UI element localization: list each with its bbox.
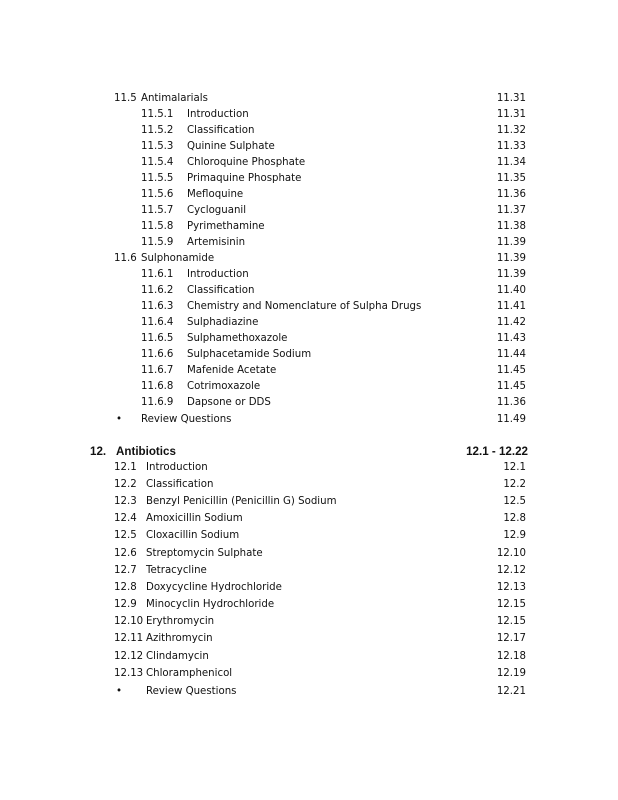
entry-title: Doxycycline Hydrochloride [146,582,282,593]
entry-number: 12.4 [114,513,137,524]
entry-number: 11.6.5 [141,333,174,344]
page-number: 11.34 [496,157,526,168]
toc-entry [0,331,618,347]
entry-title: Quinine Sulphate [187,141,275,152]
toc-section-11-6 [0,251,618,267]
toc-entry [0,597,618,613]
entry-title: Introduction [187,109,249,120]
page-number: 11.39 [496,269,526,280]
page-number: 11.36 [496,189,526,200]
toc-entry [0,347,618,363]
page-number: 11.39 [496,237,526,248]
entry-title: Chloroquine Phosphate [187,157,306,168]
page-number: 11.41 [496,301,526,312]
entry-title: Cotrimoxazole [187,381,261,392]
toc-review-questions [0,684,618,700]
entry-number: 11.5.6 [141,189,174,200]
page-number: 11.49 [496,414,526,425]
toc-entry [0,546,618,562]
toc-entry [0,283,618,299]
page-number: 11.35 [496,173,526,184]
entry-title: Azithromycin [146,633,213,644]
page-number: 11.45 [496,365,526,376]
entry-number: 11.5.7 [141,205,174,216]
entry-title: Primaquine Phosphate [187,173,302,184]
entry-title: Cloxacillin Sodium [146,530,240,541]
entry-title: Introduction [146,462,208,473]
entry-number: 11.6.6 [141,349,174,360]
entry-number: 12.12 [114,651,144,662]
toc-entry [0,219,618,235]
page-number: 12.8 [503,513,526,524]
entry-number: 11.6.7 [141,365,174,376]
chapter-title: Antibiotics [116,445,176,458]
entry-number: 11.5.4 [141,157,174,168]
entry-number: 12.9 [114,599,137,610]
page-number: 12.13 [496,582,526,593]
entry-title: Minocyclin Hydrochloride [146,599,275,610]
entry-title: Sulphacetamide Sodium [187,349,312,360]
toc-entry [0,528,618,544]
toc-entry [0,363,618,379]
entry-number: 12.10 [114,616,144,627]
page-number: 12.1 [503,462,526,473]
entry-title: Classification [146,479,214,490]
page-number: 11.32 [496,125,526,136]
toc-entry [0,139,618,155]
toc-entry [0,614,618,630]
entry-title: Sulphadiazine [187,317,259,328]
toc-entry [0,379,618,395]
entry-number: 11.5.3 [141,141,174,152]
toc-entry [0,460,618,476]
page-number: 11.33 [496,141,526,152]
page-number: 12.2 [503,479,526,490]
toc-entry [0,299,618,315]
toc-entry [0,395,618,411]
entry-number: 11.5.5 [141,173,174,184]
entry-title: Classification [187,125,255,136]
page-number: 11.40 [496,285,526,296]
entry-title: Clindamycin [146,651,209,662]
page-number: 12.18 [496,651,526,662]
page-number: 12.19 [496,668,526,679]
entry-number: 11.6.4 [141,317,174,328]
toc-entry [0,267,618,283]
entry-number: 12.1 [114,462,137,473]
toc-entry [0,187,618,203]
entry-title: Benzyl Penicillin (Penicillin G) Sodium [146,496,337,507]
page-number: 12.9 [503,530,526,541]
entry-title: Chemistry and Nomenclature of Sulpha Drugs [187,301,422,312]
toc-entry [0,315,618,331]
entry-number: 11.6.3 [141,301,174,312]
page-number: 12.21 [496,686,526,697]
section-number: 11.6 [114,253,137,264]
toc-entry [0,649,618,665]
page-number: 11.39 [496,253,526,264]
entry-title: Chloramphenicol [146,668,233,679]
entry-title: Streptomycin Sulphate [146,548,263,559]
toc-entry [0,666,618,682]
entry-title: Pyrimethamine [187,221,265,232]
page-number: 11.36 [496,397,526,408]
entry-number: 11.5.9 [141,237,174,248]
entry-title: Artemisinin [187,237,246,248]
entry-title: Sulphamethoxazole [187,333,288,344]
entry-title: Classification [187,285,255,296]
entry-number: 11.6.9 [141,397,174,408]
toc-entry [0,203,618,219]
entry-number: 11.6.8 [141,381,174,392]
page-number: 11.31 [496,109,526,120]
section-title: Antimalarials [141,93,208,104]
toc-chapter-12 [0,444,618,460]
page-number: 11.38 [496,221,526,232]
entry-number: 12.13 [114,668,144,679]
chapter-page-range: 12.1 - 12.22 [466,445,528,458]
entry-number: 12.8 [114,582,137,593]
section-number: 11.5 [114,93,137,104]
entry-number: 11.6.1 [141,269,174,280]
entry-number: 11.5.2 [141,125,174,136]
toc-entry [0,631,618,647]
page-number: 12.12 [496,565,526,576]
page-number: 11.42 [496,317,526,328]
entry-title: Introduction [187,269,249,280]
section-title: Sulphonamide [141,253,215,264]
entry-title: Review Questions [146,686,237,697]
entry-title: Dapsone or DDS [187,397,271,408]
toc-section-11-5 [0,91,618,107]
bullet-icon: • [116,686,123,697]
page-number: 11.37 [496,205,526,216]
entry-title: Cycloguanil [187,205,247,216]
entry-number: 12.11 [114,633,144,644]
page-number: 12.15 [496,616,526,627]
entry-number: 12.2 [114,479,137,490]
page-number: 11.44 [496,349,526,360]
entry-title: Amoxicillin Sodium [146,513,243,524]
toc-entry [0,511,618,527]
entry-title: Mafenide Acetate [187,365,277,376]
page-number: 11.43 [496,333,526,344]
toc-entry [0,563,618,579]
entry-title: Review Questions [141,414,232,425]
page-number: 12.15 [496,599,526,610]
toc-entry [0,123,618,139]
toc-entry [0,235,618,251]
page-number: 11.31 [496,93,526,104]
chapter-number: 12. [90,445,107,458]
entry-number: 11.5.1 [141,109,174,120]
entry-number: 12.7 [114,565,137,576]
toc-entry [0,477,618,493]
toc-entry [0,494,618,510]
page-number: 12.17 [496,633,526,644]
entry-number: 12.5 [114,530,137,541]
entry-number: 12.3 [114,496,137,507]
toc-review-questions [0,412,618,428]
entry-title: Tetracycline [146,565,207,576]
page-number: 12.10 [496,548,526,559]
entry-number: 11.5.8 [141,221,174,232]
toc-entry [0,580,618,596]
toc-entry [0,107,618,123]
entry-title: Erythromycin [146,616,215,627]
page-number: 12.5 [503,496,526,507]
entry-number: 11.6.2 [141,285,174,296]
page-number: 11.45 [496,381,526,392]
entry-title: Mefloquine [187,189,244,200]
bullet-icon: • [116,414,123,425]
toc-entry [0,171,618,187]
entry-number: 12.6 [114,548,137,559]
toc-entry [0,155,618,171]
